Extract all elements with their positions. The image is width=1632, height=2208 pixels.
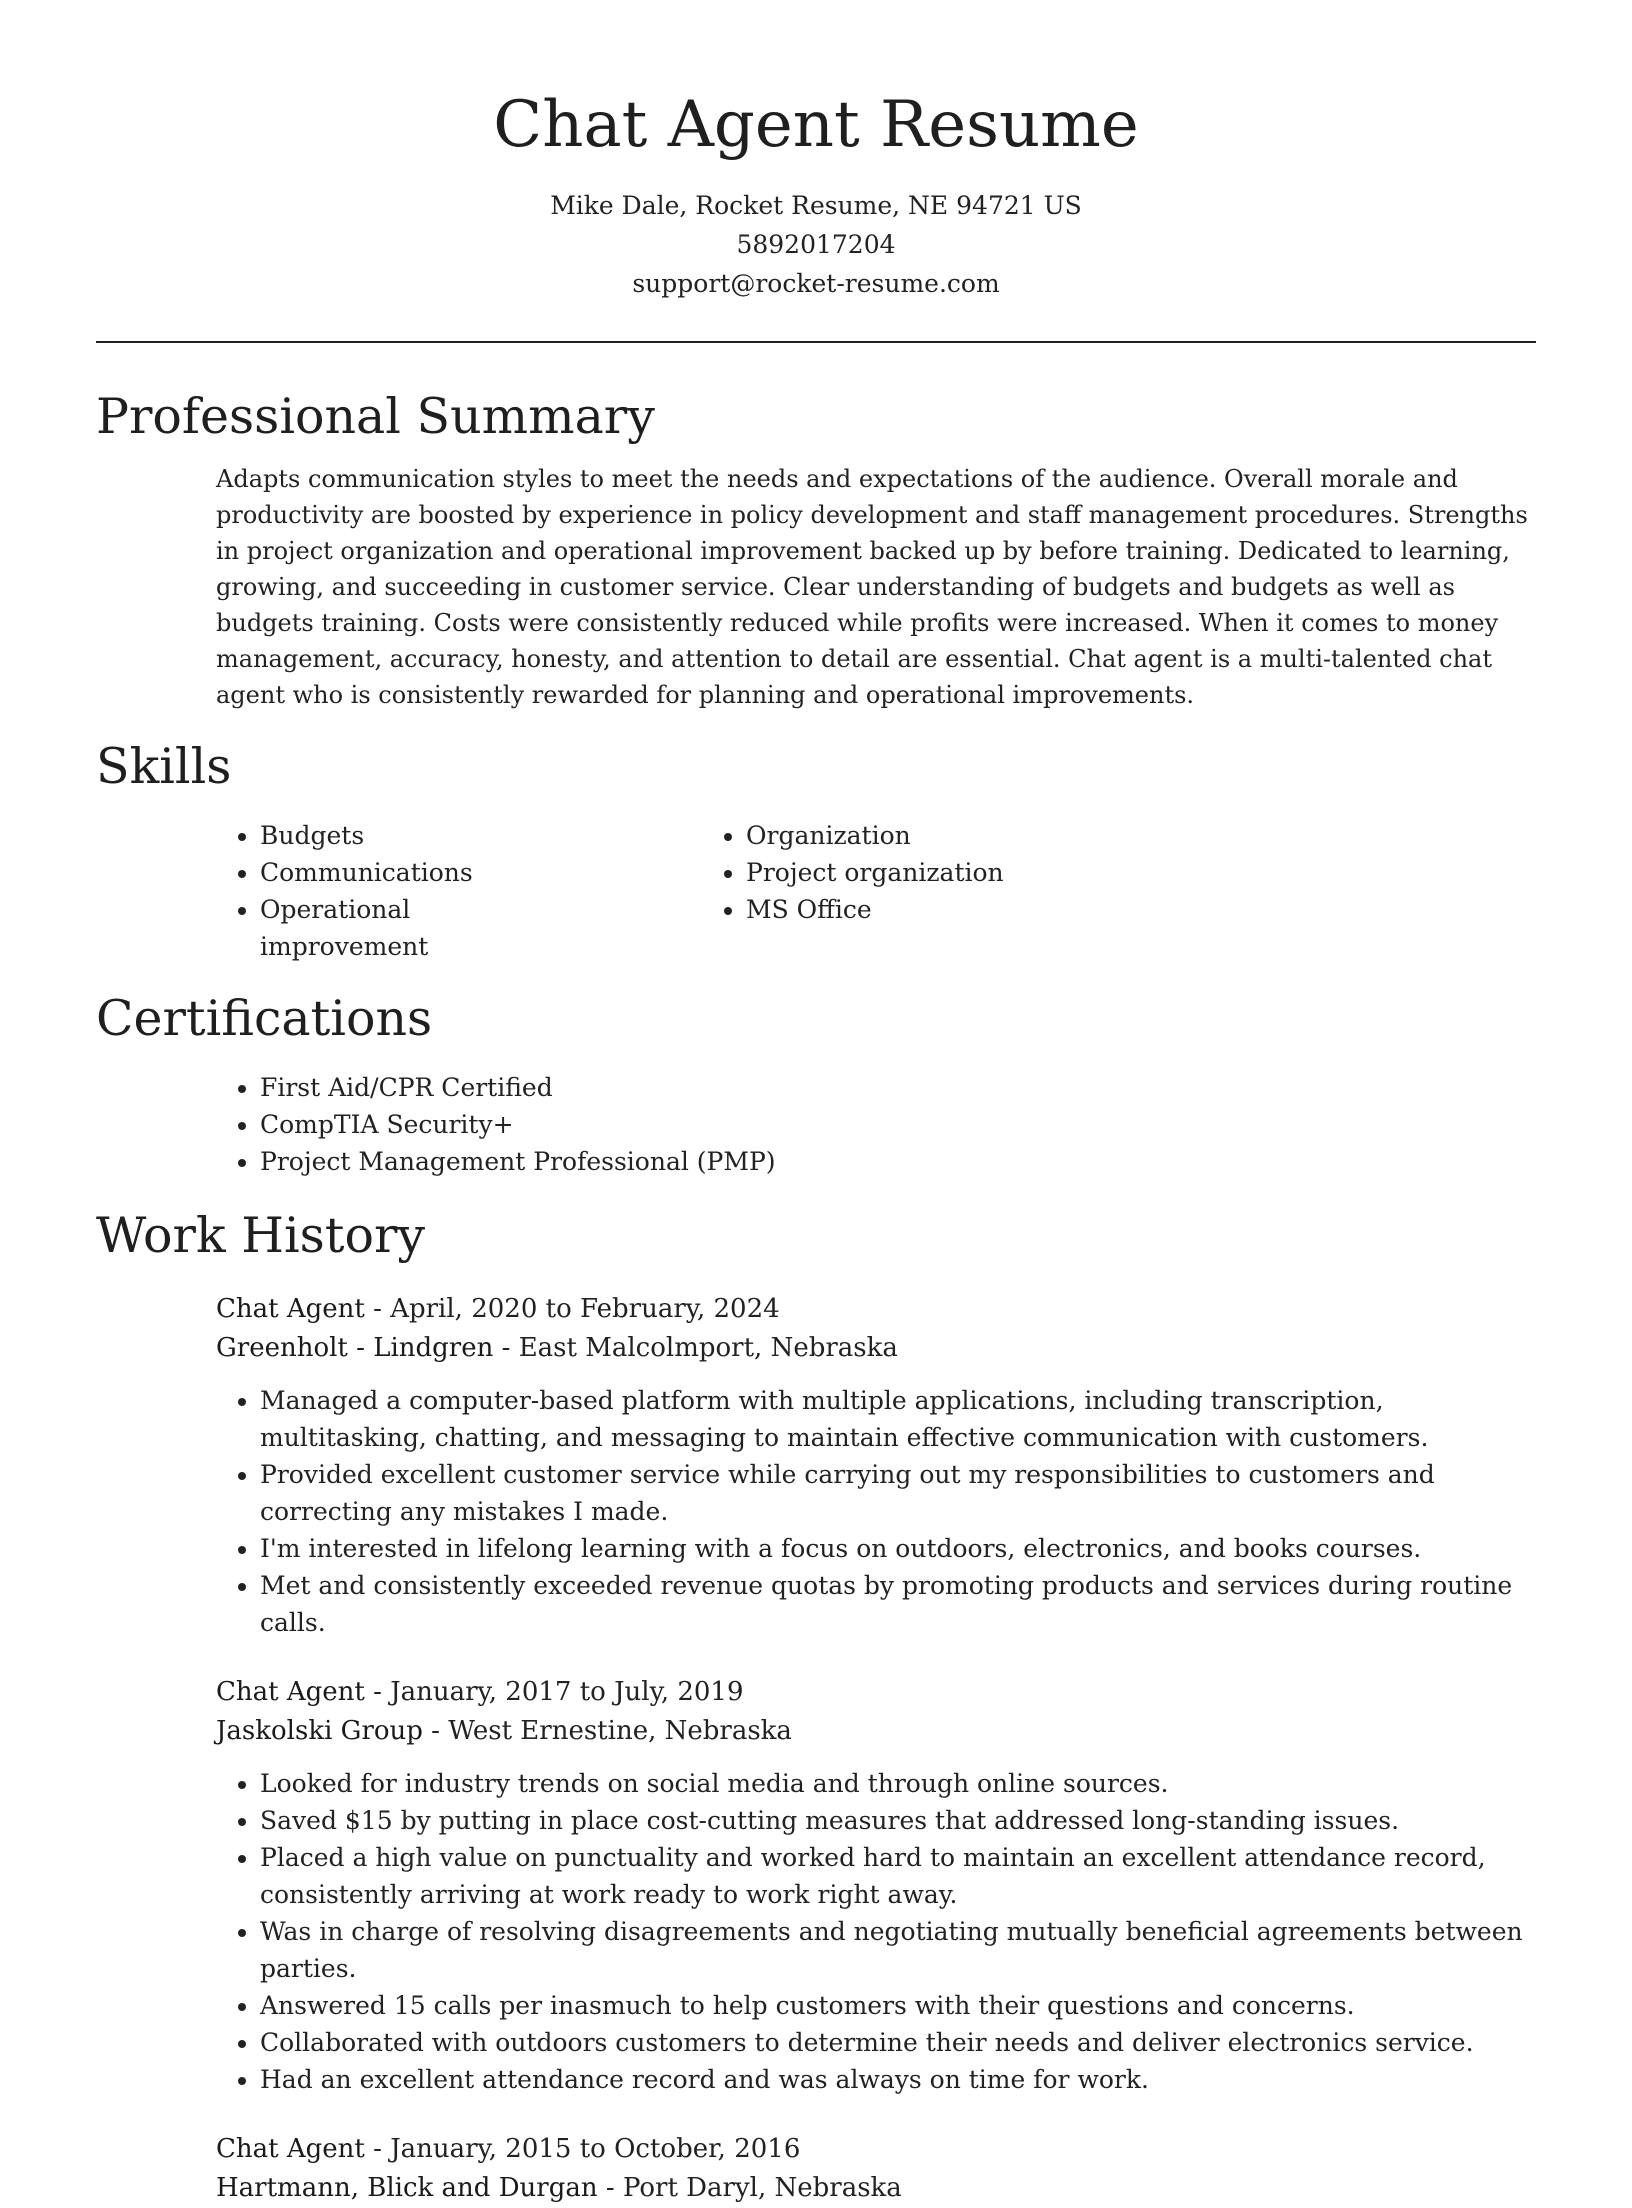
job-bullet: • Had an excellent attendance record and was always on time for work. xyxy=(260,2061,1536,2098)
skills-list xyxy=(96,817,1536,965)
job-title-line: Chat Agent - January, 2015 to October, 2016 xyxy=(216,2134,801,2164)
certification-item: • First Aid/CPR Certified xyxy=(260,1069,1536,1106)
resume-page xyxy=(96,0,1536,2208)
job-dates: January, 2015 to October, 2016 xyxy=(390,2134,801,2164)
contact-email: support@rocket-resume.com xyxy=(632,269,1000,298)
work-history-heading: Work History xyxy=(96,1207,426,1264)
job-title-line: Chat Agent - January, 2017 to July, 2019 xyxy=(216,1677,744,1707)
contact-phone: 5892017204 xyxy=(736,230,896,259)
job-location: Port Daryl, Nebraska xyxy=(622,2173,902,2203)
header-divider xyxy=(96,341,1536,343)
job-company-line: Greenholt - Lindgren - East Malcolmport, Nebraska xyxy=(216,1333,898,1363)
job-title: Chat Agent xyxy=(216,1677,365,1707)
job-title: Chat Agent xyxy=(216,1294,365,1324)
resume-title: Chat Agent Resume xyxy=(493,88,1139,162)
job-dates: January, 2017 to July, 2019 xyxy=(390,1677,744,1707)
job-title: Chat Agent xyxy=(216,2134,365,2164)
certification-item: • CompTIA Security+ xyxy=(260,1106,1536,1143)
job-company: Jaskolski Group xyxy=(216,1716,423,1746)
skill-item: • Organization xyxy=(746,817,1346,854)
job-company: Hartmann, Blick and Durgan xyxy=(216,2173,598,2203)
skill-item: • Budgets xyxy=(260,817,582,854)
contact-address: Mike Dale, Rocket Resume, NE 94721 US xyxy=(550,191,1082,220)
job-company-line: Hartmann, Blick and Durgan - Port Daryl, Nebraska xyxy=(216,2173,902,2203)
skills-heading: Skills xyxy=(96,738,232,795)
job-bullets xyxy=(216,1382,1536,1641)
job-location: East Malcolmport, Nebraska xyxy=(518,1333,898,1363)
job-company: Greenholt - Lindgren xyxy=(216,1333,494,1363)
job-entry xyxy=(216,2130,1536,2208)
skill-item: • MS Office xyxy=(746,891,1346,928)
job-bullet: • Placed a high value on punctuality and worked hard to maintain an excellent attendance record, consistently arriving at work ready to work right away. xyxy=(260,1839,1536,1913)
contact-block xyxy=(96,186,1536,303)
job-company-line: Jaskolski Group - West Ernestine, Nebraska xyxy=(216,1716,792,1746)
job-bullet: • Saved $15 by putting in place cost-cutting measures that addressed long-standing issues. xyxy=(260,1802,1536,1839)
job-entry xyxy=(216,1673,1536,2098)
job-entry xyxy=(216,1290,1536,1641)
skill-item: • Communications xyxy=(260,854,582,891)
job-bullet: • Met and consistently exceeded revenue quotas by promoting products and services during routine calls. xyxy=(260,1567,1536,1641)
summary-text: Adapts communication styles to meet the needs and expectations of the audience. Overall morale and productivity are boosted by experience in policy development and staff management procedures. Strengths in project organization and operational improvement backed up by before training. Dedicated to learning, growing, and succeeding in customer service. Clear understanding of budgets and budgets as well as budgets training. Costs were consistently reduced while profits were increased. When it comes to money management, accuracy, honesty, and attention to detail are essential. Chat agent is a multi-talented chat agent who is consistently rewarded for planning and operational improvements. xyxy=(216,465,1528,709)
job-bullet: • I'm interested in lifelong learning with a focus on outdoors, electronics, and books courses. xyxy=(260,1530,1536,1567)
certifications-heading: Certifications xyxy=(96,990,433,1047)
skills-column-right xyxy=(746,817,1346,965)
job-bullet: • Managed a computer-based platform with multiple applications, including transcription, multitasking, chatting, and messaging to maintain effective communication with customers. xyxy=(260,1382,1536,1456)
job-bullet: • Answered 15 calls per inasmuch to help customers with their questions and concerns. xyxy=(260,1987,1536,2024)
job-title-line: Chat Agent - April, 2020 to February, 2024 xyxy=(216,1294,780,1324)
certification-item: • Project Management Professional (PMP) xyxy=(260,1143,1536,1180)
job-bullet: • Provided excellent customer service while carrying out my responsibilities to customers and correcting any mistakes I made. xyxy=(260,1456,1536,1530)
job-location: West Ernestine, Nebraska xyxy=(448,1716,792,1746)
job-bullet: • Collaborated with outdoors customers to determine their needs and deliver electronics service. xyxy=(260,2024,1536,2061)
skills-column-left xyxy=(96,817,582,965)
skill-item: • Project organization xyxy=(746,854,1346,891)
certifications-list xyxy=(96,1069,1536,1180)
job-dates: April, 2020 to February, 2024 xyxy=(390,1294,780,1324)
skill-item: • Operational improvement xyxy=(260,891,582,965)
job-bullet: • Was in charge of resolving disagreements and negotiating mutually beneficial agreements between parties. xyxy=(260,1913,1536,1987)
job-bullet: • Looked for industry trends on social media and through online sources. xyxy=(260,1765,1536,1802)
summary-heading: Professional Summary xyxy=(96,388,655,445)
job-bullets xyxy=(216,1765,1536,2098)
